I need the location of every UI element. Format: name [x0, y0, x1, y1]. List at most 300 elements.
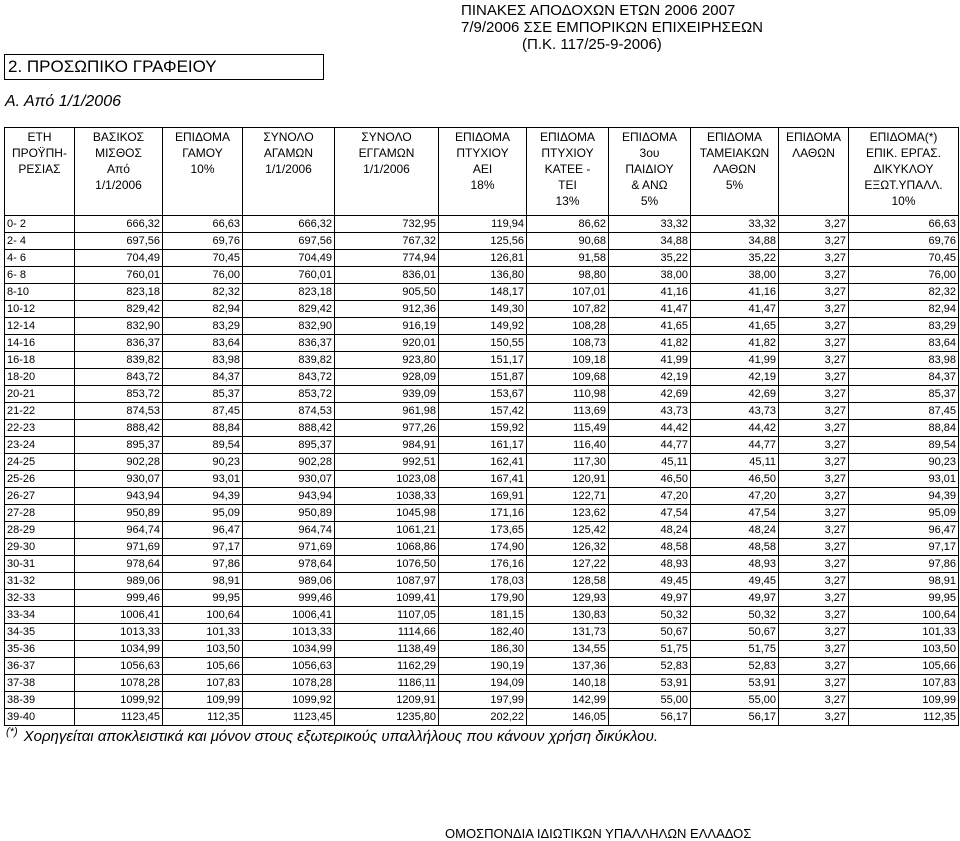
column-header-label: ΕΤΗ ΠΡΟΫΠΗ- ΡΕΣΙΑΣ: [12, 130, 67, 176]
amount-cell: 84,37: [849, 369, 959, 386]
amount-cell: 49,97: [691, 590, 779, 607]
amount-cell: 122,71: [527, 488, 609, 505]
amount-cell: 1056,63: [75, 658, 163, 675]
amount-cell: 134,55: [527, 641, 609, 658]
amount-cell: 895,37: [75, 437, 163, 454]
amount-cell: 839,82: [243, 352, 335, 369]
amount-cell: 107,83: [849, 675, 959, 692]
years-range-cell: 33-34: [5, 607, 75, 624]
amount-cell: 66,63: [163, 216, 243, 233]
amount-cell: 3,27: [779, 250, 849, 267]
amount-cell: 197,99: [439, 692, 527, 709]
table-row: [5, 488, 959, 505]
amount-cell: 43,73: [609, 403, 691, 420]
amount-cell: 989,06: [75, 573, 163, 590]
amount-cell: 767,32: [335, 233, 439, 250]
amount-cell: 87,45: [849, 403, 959, 420]
amount-cell: 3,27: [779, 233, 849, 250]
years-range-cell: 25-26: [5, 471, 75, 488]
amount-cell: 99,95: [163, 590, 243, 607]
amount-cell: 51,75: [609, 641, 691, 658]
amount-cell: 45,11: [691, 454, 779, 471]
amount-cell: 50,32: [609, 607, 691, 624]
amount-cell: 70,45: [163, 250, 243, 267]
amount-cell: 42,69: [609, 386, 691, 403]
amount-cell: 44,42: [691, 420, 779, 437]
amount-cell: 98,91: [849, 573, 959, 590]
table-row: [5, 624, 959, 641]
column-header: [779, 128, 849, 216]
amount-cell: 41,82: [691, 335, 779, 352]
amount-cell: 3,27: [779, 658, 849, 675]
amount-cell: 48,58: [691, 539, 779, 556]
years-range-cell: 36-37: [5, 658, 75, 675]
amount-cell: 989,06: [243, 573, 335, 590]
column-header: [849, 128, 959, 216]
amount-cell: 151,87: [439, 369, 527, 386]
amount-cell: 53,91: [691, 675, 779, 692]
amount-cell: 697,56: [243, 233, 335, 250]
amount-cell: 176,16: [439, 556, 527, 573]
amount-cell: 41,47: [609, 301, 691, 318]
column-header-label: ΕΠΙΔΟΜΑ ΤΑΜΕΙΑΚΩΝ ΛΑΘΩΝ 5%: [699, 130, 770, 192]
amount-cell: 1087,97: [335, 573, 439, 590]
amount-cell: 82,32: [849, 284, 959, 301]
amount-cell: 978,64: [75, 556, 163, 573]
years-range-cell: 34-35: [5, 624, 75, 641]
amount-cell: 149,92: [439, 318, 527, 335]
amount-cell: 1138,49: [335, 641, 439, 658]
amount-cell: 732,95: [335, 216, 439, 233]
amount-cell: 41,16: [691, 284, 779, 301]
table-row: [5, 267, 959, 284]
amount-cell: 42,69: [691, 386, 779, 403]
amount-cell: 125,56: [439, 233, 527, 250]
amount-cell: 33,32: [609, 216, 691, 233]
amount-cell: 98,91: [163, 573, 243, 590]
amount-cell: 829,42: [75, 301, 163, 318]
column-header: [439, 128, 527, 216]
amount-cell: 666,32: [75, 216, 163, 233]
amount-cell: 174,90: [439, 539, 527, 556]
amount-cell: 96,47: [849, 522, 959, 539]
amount-cell: 52,83: [609, 658, 691, 675]
amount-cell: 84,37: [163, 369, 243, 386]
amount-cell: 95,09: [163, 505, 243, 522]
table-row: [5, 658, 959, 675]
amount-cell: 3,27: [779, 539, 849, 556]
years-range-cell: 24-25: [5, 454, 75, 471]
amount-cell: 836,37: [75, 335, 163, 352]
column-header-label: ΒΑΣΙΚΟΣ ΜΙΣΘΟΣ Από 1/1/2006: [92, 130, 145, 192]
amount-cell: 1078,28: [243, 675, 335, 692]
amount-cell: 697,56: [75, 233, 163, 250]
amount-cell: 3,27: [779, 403, 849, 420]
column-header-rate: 13%: [555, 194, 580, 208]
amount-cell: 49,45: [691, 573, 779, 590]
amount-cell: 105,66: [849, 658, 959, 675]
amount-cell: 1034,99: [243, 641, 335, 658]
column-header: [527, 128, 609, 216]
amount-cell: 41,99: [609, 352, 691, 369]
table-row: [5, 318, 959, 335]
table-row: [5, 386, 959, 403]
amount-cell: 836,37: [243, 335, 335, 352]
table-row: [5, 369, 959, 386]
section-title: 2. ΠΡΟΣΩΠΙΚΟ ΓΡΑΦΕΙΟΥ: [4, 54, 324, 80]
amount-cell: 101,33: [849, 624, 959, 641]
amount-cell: 96,47: [163, 522, 243, 539]
amount-cell: 1023,08: [335, 471, 439, 488]
amount-cell: 888,42: [243, 420, 335, 437]
amount-cell: 103,50: [849, 641, 959, 658]
amount-cell: 1068,86: [335, 539, 439, 556]
amount-cell: 950,89: [75, 505, 163, 522]
amount-cell: 1235,80: [335, 709, 439, 726]
amount-cell: 190,19: [439, 658, 527, 675]
amount-cell: 984,91: [335, 437, 439, 454]
amount-cell: 44,42: [609, 420, 691, 437]
table-row: [5, 420, 959, 437]
table-row: [5, 607, 959, 624]
amount-cell: 823,18: [243, 284, 335, 301]
footnote-marker: (*): [6, 726, 18, 738]
amount-cell: 923,80: [335, 352, 439, 369]
amount-cell: 119,94: [439, 216, 527, 233]
amount-cell: 44,77: [609, 437, 691, 454]
table-row: [5, 403, 959, 420]
years-range-cell: 18-20: [5, 369, 75, 386]
table-row: [5, 352, 959, 369]
amount-cell: 128,58: [527, 573, 609, 590]
amount-cell: 109,99: [163, 692, 243, 709]
amount-cell: 50,67: [691, 624, 779, 641]
period-subtitle: Α. Από 1/1/2006: [5, 93, 121, 110]
amount-cell: 69,76: [849, 233, 959, 250]
amount-cell: 999,46: [75, 590, 163, 607]
amount-cell: 3,27: [779, 437, 849, 454]
amount-cell: 56,17: [691, 709, 779, 726]
amount-cell: 162,41: [439, 454, 527, 471]
amount-cell: 83,64: [849, 335, 959, 352]
amount-cell: 977,26: [335, 420, 439, 437]
amount-cell: 920,01: [335, 335, 439, 352]
amount-cell: 42,19: [609, 369, 691, 386]
amount-cell: 1099,92: [75, 692, 163, 709]
amount-cell: 159,92: [439, 420, 527, 437]
amount-cell: 666,32: [243, 216, 335, 233]
amount-cell: 95,09: [849, 505, 959, 522]
amount-cell: 46,50: [691, 471, 779, 488]
years-range-cell: 20-21: [5, 386, 75, 403]
amount-cell: 999,46: [243, 590, 335, 607]
amount-cell: 157,42: [439, 403, 527, 420]
amount-cell: 888,42: [75, 420, 163, 437]
years-range-cell: 29-30: [5, 539, 75, 556]
amount-cell: 1107,05: [335, 607, 439, 624]
column-header-label: ΣΥΝΟΛΟ ΑΓΑΜΩΝ 1/1/2006: [263, 130, 314, 176]
amount-cell: 3,27: [779, 335, 849, 352]
amount-cell: 35,22: [609, 250, 691, 267]
amount-cell: 839,82: [75, 352, 163, 369]
amount-cell: 56,17: [609, 709, 691, 726]
amount-cell: 109,18: [527, 352, 609, 369]
amount-cell: 1099,92: [243, 692, 335, 709]
amount-cell: 127,22: [527, 556, 609, 573]
amount-cell: 1061,21: [335, 522, 439, 539]
header-title-line3: (Π.Κ. 117/25-9-2006): [522, 36, 662, 53]
amount-cell: 150,55: [439, 335, 527, 352]
amount-cell: 126,32: [527, 539, 609, 556]
amount-cell: 202,22: [439, 709, 527, 726]
table-row: [5, 556, 959, 573]
amount-cell: 832,90: [75, 318, 163, 335]
amount-cell: 76,00: [163, 267, 243, 284]
column-header-label: ΕΠΙΔΟΜΑ(*) ΕΠΙΚ. ΕΡΓΑΣ. ΔΙΚΥΚΛΟΥ ΕΞΩΤ.ΥΠΑΛΛ.: [864, 130, 943, 192]
amount-cell: 51,75: [691, 641, 779, 658]
years-range-cell: 4- 6: [5, 250, 75, 267]
table-row: [5, 233, 959, 250]
amount-cell: 69,76: [163, 233, 243, 250]
years-range-cell: 0- 2: [5, 216, 75, 233]
amount-cell: 107,01: [527, 284, 609, 301]
amount-cell: 978,64: [243, 556, 335, 573]
column-header: [5, 128, 75, 216]
years-range-cell: 12-14: [5, 318, 75, 335]
amount-cell: 113,69: [527, 403, 609, 420]
amount-cell: 66,63: [849, 216, 959, 233]
amount-cell: 93,01: [163, 471, 243, 488]
column-header-label: ΣΥΝΟΛΟ ΕΓΓΑΜΩΝ 1/1/2006: [358, 130, 415, 176]
amount-cell: 116,40: [527, 437, 609, 454]
years-range-cell: 10-12: [5, 301, 75, 318]
amount-cell: 48,93: [609, 556, 691, 573]
table-row: [5, 573, 959, 590]
amount-cell: 50,67: [609, 624, 691, 641]
amount-cell: 52,83: [691, 658, 779, 675]
amount-cell: 38,00: [609, 267, 691, 284]
amount-cell: 94,39: [849, 488, 959, 505]
amount-cell: 902,28: [243, 454, 335, 471]
amount-cell: 829,42: [243, 301, 335, 318]
years-range-cell: 31-32: [5, 573, 75, 590]
amount-cell: 146,05: [527, 709, 609, 726]
amount-cell: 108,73: [527, 335, 609, 352]
amount-cell: 964,74: [75, 522, 163, 539]
column-header-rate: 10%: [891, 194, 916, 208]
years-range-cell: 39-40: [5, 709, 75, 726]
column-header: [243, 128, 335, 216]
amount-cell: 943,94: [75, 488, 163, 505]
amount-cell: 3,27: [779, 454, 849, 471]
years-range-cell: 37-38: [5, 675, 75, 692]
amount-cell: 34,88: [609, 233, 691, 250]
table-row: [5, 709, 959, 726]
amount-cell: 55,00: [691, 692, 779, 709]
amount-cell: 943,94: [243, 488, 335, 505]
amount-cell: 83,64: [163, 335, 243, 352]
amount-cell: 950,89: [243, 505, 335, 522]
amount-cell: 971,69: [243, 539, 335, 556]
amount-cell: 1078,28: [75, 675, 163, 692]
amount-cell: 3,27: [779, 692, 849, 709]
amount-cell: 939,09: [335, 386, 439, 403]
amount-cell: 902,28: [75, 454, 163, 471]
amount-cell: 90,23: [163, 454, 243, 471]
amount-cell: 107,83: [163, 675, 243, 692]
amount-cell: 905,50: [335, 284, 439, 301]
amount-cell: 112,35: [849, 709, 959, 726]
amount-cell: 704,49: [75, 250, 163, 267]
amount-cell: 1034,99: [75, 641, 163, 658]
amount-cell: 53,91: [609, 675, 691, 692]
amount-cell: 3,27: [779, 590, 849, 607]
amount-cell: 3,27: [779, 301, 849, 318]
amount-cell: 120,91: [527, 471, 609, 488]
amount-cell: 82,32: [163, 284, 243, 301]
amount-cell: 82,94: [849, 301, 959, 318]
amount-cell: 48,93: [691, 556, 779, 573]
amount-cell: 97,17: [849, 539, 959, 556]
amount-cell: 153,67: [439, 386, 527, 403]
amount-cell: 42,19: [691, 369, 779, 386]
amount-cell: 55,00: [609, 692, 691, 709]
amount-cell: 97,17: [163, 539, 243, 556]
amount-cell: 70,45: [849, 250, 959, 267]
amount-cell: 3,27: [779, 488, 849, 505]
organization-name: ΟΜΟΣΠΟΝΔΙΑ ΙΔΙΩΤΙΚΩΝ ΥΠΑΛΛΗΛΩΝ ΕΛΛΑΔΟΣ: [445, 826, 752, 841]
column-header: [163, 128, 243, 216]
amount-cell: 853,72: [243, 386, 335, 403]
column-header-label: ΕΠΙΔΟΜΑ ΓΑΜΟΥ 10%: [174, 130, 231, 176]
amount-cell: 83,29: [849, 318, 959, 335]
amount-cell: 99,95: [849, 590, 959, 607]
amount-cell: 130,83: [527, 607, 609, 624]
amount-cell: 1013,33: [75, 624, 163, 641]
amount-cell: 109,99: [849, 692, 959, 709]
amount-cell: 117,30: [527, 454, 609, 471]
years-range-cell: 30-31: [5, 556, 75, 573]
amount-cell: 1162,29: [335, 658, 439, 675]
amount-cell: 89,54: [849, 437, 959, 454]
amount-cell: 181,15: [439, 607, 527, 624]
amount-cell: 760,01: [75, 267, 163, 284]
amount-cell: 1038,33: [335, 488, 439, 505]
amount-cell: 85,37: [163, 386, 243, 403]
amount-cell: 103,50: [163, 641, 243, 658]
years-range-cell: 38-39: [5, 692, 75, 709]
amount-cell: 100,64: [849, 607, 959, 624]
column-header: [609, 128, 691, 216]
amount-cell: 41,65: [609, 318, 691, 335]
amount-cell: 38,00: [691, 267, 779, 284]
amount-cell: 98,80: [527, 267, 609, 284]
amount-cell: 86,62: [527, 216, 609, 233]
years-range-cell: 35-36: [5, 641, 75, 658]
amount-cell: 151,17: [439, 352, 527, 369]
amount-cell: 1076,50: [335, 556, 439, 573]
amount-cell: 169,91: [439, 488, 527, 505]
years-range-cell: 23-24: [5, 437, 75, 454]
amount-cell: 194,09: [439, 675, 527, 692]
amount-cell: 964,74: [243, 522, 335, 539]
amount-cell: 48,24: [691, 522, 779, 539]
table-row: [5, 284, 959, 301]
amount-cell: 1209,91: [335, 692, 439, 709]
years-range-cell: 26-27: [5, 488, 75, 505]
table-row: [5, 335, 959, 352]
amount-cell: 3,27: [779, 216, 849, 233]
amount-cell: 3,27: [779, 420, 849, 437]
amount-cell: 82,94: [163, 301, 243, 318]
amount-cell: 874,53: [75, 403, 163, 420]
amount-cell: 88,84: [849, 420, 959, 437]
amount-cell: 47,54: [609, 505, 691, 522]
amount-cell: 115,49: [527, 420, 609, 437]
amount-cell: 48,24: [609, 522, 691, 539]
amount-cell: 760,01: [243, 267, 335, 284]
amount-cell: 123,62: [527, 505, 609, 522]
amount-cell: 45,11: [609, 454, 691, 471]
amount-cell: 46,50: [609, 471, 691, 488]
amount-cell: 129,93: [527, 590, 609, 607]
table-body: [5, 216, 959, 726]
amount-cell: 895,37: [243, 437, 335, 454]
amount-cell: 178,03: [439, 573, 527, 590]
years-range-cell: 2- 4: [5, 233, 75, 250]
footnote: [6, 726, 658, 745]
amount-cell: 1006,41: [243, 607, 335, 624]
amount-cell: 47,20: [691, 488, 779, 505]
amount-cell: 3,27: [779, 318, 849, 335]
table-row: [5, 437, 959, 454]
amount-cell: 125,42: [527, 522, 609, 539]
amount-cell: 843,72: [75, 369, 163, 386]
amount-cell: 126,81: [439, 250, 527, 267]
amount-cell: 971,69: [75, 539, 163, 556]
amount-cell: 179,90: [439, 590, 527, 607]
table-row: [5, 471, 959, 488]
years-range-cell: 8-10: [5, 284, 75, 301]
amount-cell: 3,27: [779, 522, 849, 539]
amount-cell: 149,30: [439, 301, 527, 318]
amount-cell: 774,94: [335, 250, 439, 267]
table-row: [5, 505, 959, 522]
amount-cell: 853,72: [75, 386, 163, 403]
years-range-cell: 27-28: [5, 505, 75, 522]
amount-cell: 3,27: [779, 284, 849, 301]
column-header-label: ΕΠΙΔΟΜΑ ΛΑΘΩΝ: [785, 130, 842, 160]
table-row: [5, 641, 959, 658]
amount-cell: 1114,66: [335, 624, 439, 641]
amount-cell: 90,68: [527, 233, 609, 250]
amount-cell: 171,16: [439, 505, 527, 522]
column-header: [691, 128, 779, 216]
amount-cell: 85,37: [849, 386, 959, 403]
column-header-rate: 5%: [640, 194, 659, 208]
years-range-cell: 6- 8: [5, 267, 75, 284]
amount-cell: 1099,41: [335, 590, 439, 607]
amount-cell: 3,27: [779, 505, 849, 522]
amount-cell: 93,01: [849, 471, 959, 488]
amount-cell: 88,84: [163, 420, 243, 437]
amount-cell: 182,40: [439, 624, 527, 641]
amount-cell: 50,32: [691, 607, 779, 624]
amount-cell: 836,01: [335, 267, 439, 284]
amount-cell: 930,07: [75, 471, 163, 488]
table-row: [5, 539, 959, 556]
column-header-label: ΕΠΙΔΟΜΑ ΠΤΥΧΙΟΥ ΑΕΙ 18%: [454, 130, 511, 192]
